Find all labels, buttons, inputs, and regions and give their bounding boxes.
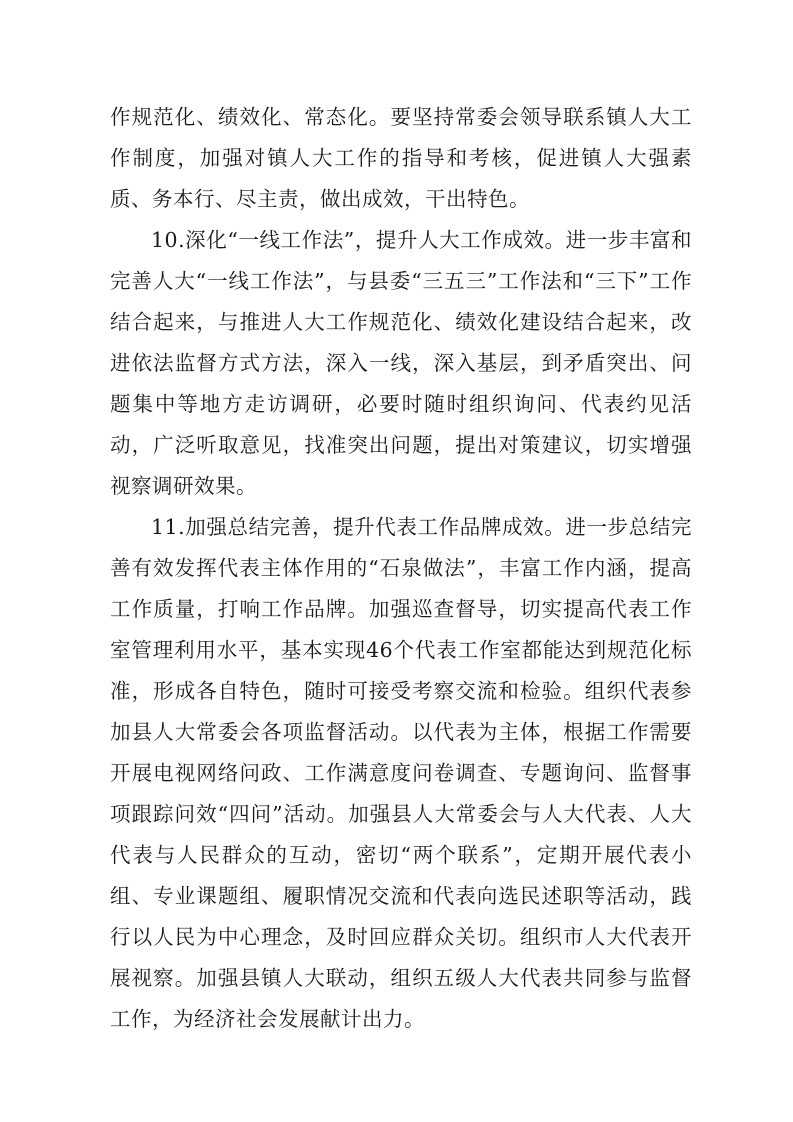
document-body xyxy=(110,97,692,1040)
paragraph-continuation: 作规范化、绩效化、常态化。要坚持常委会领导联系镇人大工作制度，加强对镇人大工作的指导和考核，促进镇人大强素质、务本行、尽主责，做出成效，干出特色。 xyxy=(110,105,692,211)
paragraph-item-10: 10.深化“一线工作法”，提升人大工作成效。进一步丰富和完善人大“一线工作法”，与县委“三五三”工作法和“三下”工作结合起来，与推进人大工作规范化、绩效化建设结合起来，改进依法监督方式方法，深入一线，深入基层，到矛盾突出、问题集中等地方走访调研，必要时随时组织询问、代表约见活动，广泛听取意见，找准突出问题，提出对策建议，切实增强视察调研效果。 xyxy=(110,228,692,498)
paragraph-item-11: 11.加强总结完善，提升代表工作品牌成效。进一步总结完善有效发挥代表主体作用的“石泉做法”，丰富工作内涵，提高工作质量，打响工作品牌。加强巡查督导，切实提高代表工作室管理利用水平，基本实现46个代表工作室都能达到规范化标准，形成各自特色，随时可接受考察交流和检验。组织代表参加县人大常委会各项监督活动。以代表为主体，根据工作需要开展电视网络问政、工作满意度问卷调查、专题询问、监督事项跟踪问效“四问”活动。加强县人大常委会与人大代表、人大代表与人民群众的互动，密切“两个联系”，定期开展代表小组、专业课题组、履职情况交流和代表向选民述职等活动，践行以人民为中心理念，及时回应群众关切。组织市人大代表开展视察。加强县镇人大联动，组织五级人大代表共同参与监督工作，为经济社会发展献计出力。 xyxy=(110,515,692,1031)
